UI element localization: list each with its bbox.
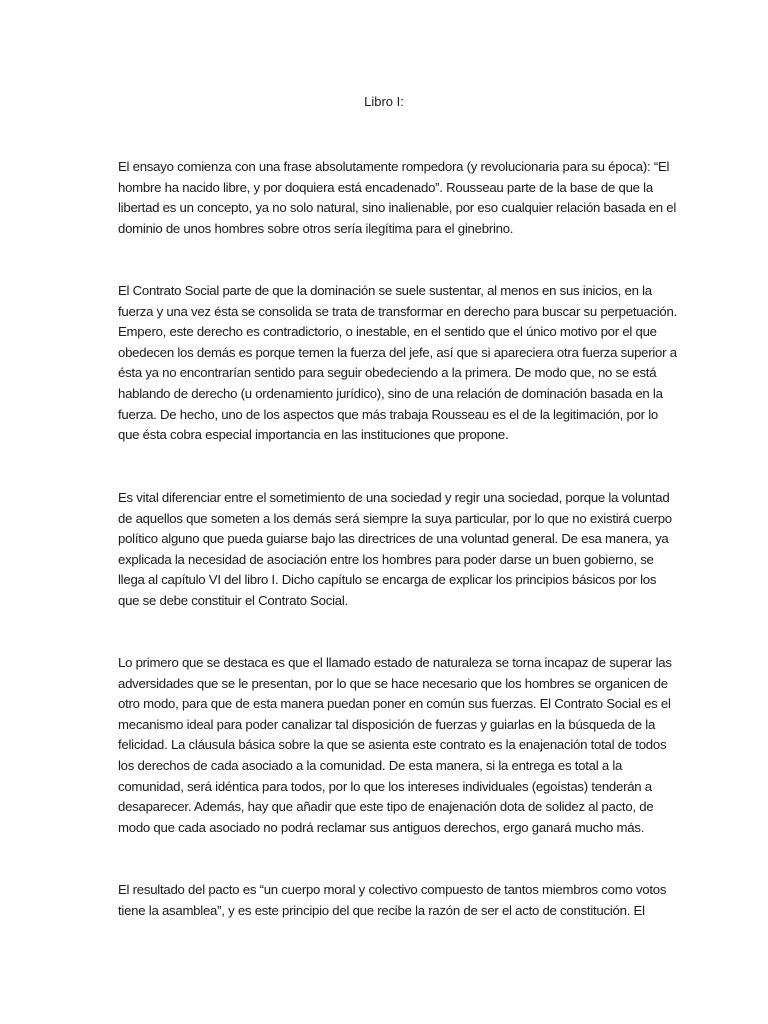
paragraph-1: El ensayo comienza con una frase absolutamente rompedora (y revolucionaria para su época): “El hombre ha nacido libre, y por doquiera está encadenado”. Rousseau parte de la base de que la libertad es un concepto, ya no solo natural, sino inalienable, por eso cualquier relación basada en el dominio de unos hombres sobre otros sería ilegítima para el ginebrino. [118,159,677,236]
paragraph-2: El Contrato Social parte de que la dominación se suele sustentar, al menos en sus inicios, en la fuerza y una vez ésta se consolida se trata de transformar en derecho para buscar su perpetuación. Empero, este derecho es contradictorio, o inestable, en el sentido que el único motivo por el que obedecen los demás es porque temen la fuerza del jefe, así que si apareciera otra fuerza superior a ésta ya no encontrarían sentido para seguir obedeciendo a la primera. De modo que, no se está hablando de derecho (u ordenamiento jurídico), sino de una relación de dominación basada en la fuerza. De hecho, uno de los aspectos que más trabaja Rousseau es el de la legitimación, por lo que ésta cobra especial importancia en las instituciones que propone. [118,283,678,443]
paragraph-5: El resultado del pacto es “un cuerpo moral y colectivo compuesto de tantos miembros como votos tiene la asamblea”, y es este principio del que recibe la razón de ser el acto de constitución. El [118,882,667,918]
paragraph-3: Es vital diferenciar entre el sometimiento de una sociedad y regir una sociedad, porque la voluntad de aquellos que someten a los demás será siempre la suya particular, por lo que no existirá cuerpo político alguno que pueda guiarse bajo las directrices de una voluntad general. De esa manera, ya explicada la necesidad de asociación entre los hombres para poder darse un buen gobierno, se llega al capítulo VI del libro I. Dicho capítulo se encarga de explicar los principios básicos por los que se debe constituir el Contrato Social. [118,490,672,608]
document-title: Libro I: [364,94,404,109]
paragraph-4: Lo primero que se destaca es que el llamado estado de naturaleza se torna incapaz de superar las adversidades que se le presentan, por lo que se hace necesario que los hombres se organicen de otro modo, para que de esta manera puedan poner en común sus fuerzas. El Contrato Social es el mecanismo ideal para poder canalizar tal disposición de fuerzas y guiarlas en la búsqueda de la felicidad. La cláusula básica sobre la que se asienta este contrato es la enajenación total de todos los derechos de cada asociado a la comunidad. De esta manera, si la entrega es total a la comunidad, será idéntica para todos, por lo que los intereses individuales (egoístas) tenderán a desaparecer. Además, hay que añadir que este tipo de enajenación dota de solidez al pacto, de modo que cada asociado no podrá reclamar sus antiguos derechos, ergo ganará mucho más. [118,655,672,835]
